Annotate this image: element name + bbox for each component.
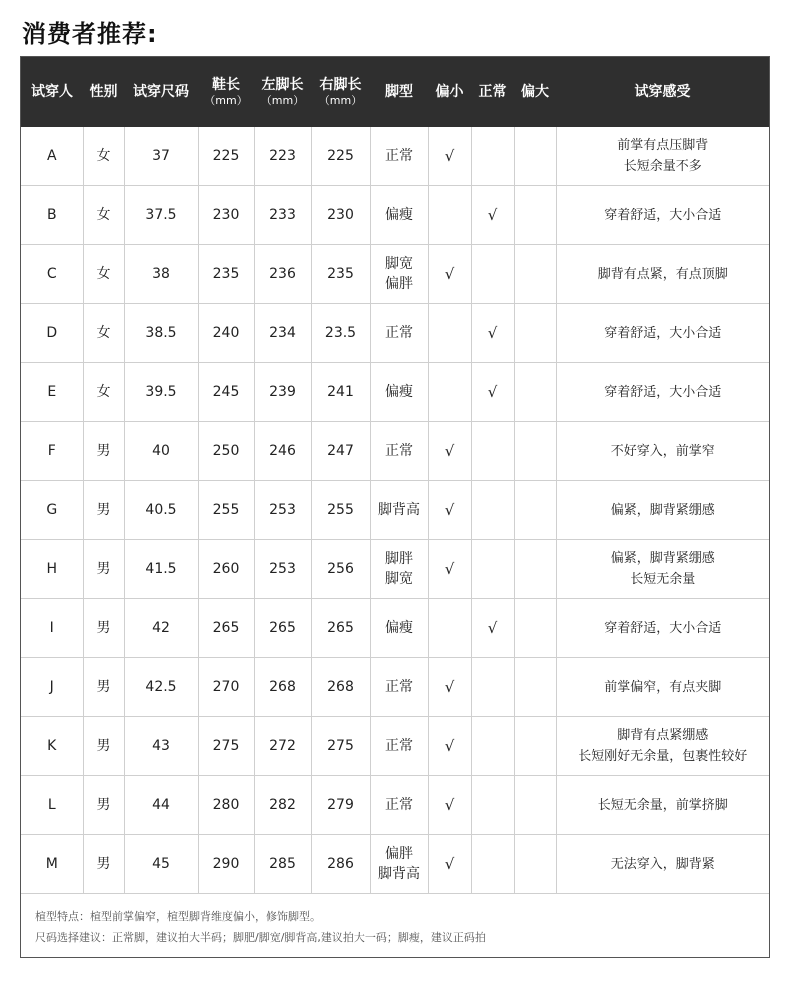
column-header-feeling: 试穿感受 xyxy=(556,57,769,127)
cell-normal-check xyxy=(471,717,514,776)
cell-right-foot: 286 xyxy=(311,835,370,894)
cell-person: C xyxy=(21,245,83,304)
cell-foot-type: 正常 xyxy=(370,422,428,481)
cell-gender: 女 xyxy=(83,304,124,363)
table-row xyxy=(21,540,769,599)
cell-large-check xyxy=(514,540,556,599)
page-title: 消费者推荐: xyxy=(22,20,158,48)
cell-normal-check xyxy=(471,835,514,894)
cell-small-check xyxy=(428,599,471,658)
column-header-shoe-length: 鞋长 （mm） xyxy=(198,57,254,127)
cell-feeling: 偏紧，脚背紧绷感 长短无余量 xyxy=(556,540,769,599)
cell-person: E xyxy=(21,363,83,422)
cell-shoe-length: 230 xyxy=(198,186,254,245)
fit-table xyxy=(21,57,769,894)
cell-person: G xyxy=(21,481,83,540)
cell-normal-check: √ xyxy=(471,363,514,422)
cell-person: K xyxy=(21,717,83,776)
cell-shoe-length: 225 xyxy=(198,127,254,186)
cell-feeling: 穿着舒适，大小合适 xyxy=(556,304,769,363)
cell-feeling: 穿着舒适，大小合适 xyxy=(556,363,769,422)
table-body xyxy=(21,127,769,894)
cell-person: A xyxy=(21,127,83,186)
cell-left-foot: 223 xyxy=(254,127,311,186)
cell-person: I xyxy=(21,599,83,658)
fit-table-frame xyxy=(20,56,770,958)
cell-foot-type: 脚背高 xyxy=(370,481,428,540)
cell-foot-type: 脚宽 偏胖 xyxy=(370,245,428,304)
cell-small-check xyxy=(428,304,471,363)
cell-shoe-length: 280 xyxy=(198,776,254,835)
cell-gender: 男 xyxy=(83,658,124,717)
cell-size: 38 xyxy=(124,245,198,304)
table-row xyxy=(21,422,769,481)
table-row xyxy=(21,776,769,835)
cell-right-foot: 256 xyxy=(311,540,370,599)
cell-foot-type: 偏瘦 xyxy=(370,186,428,245)
cell-size: 38.5 xyxy=(124,304,198,363)
cell-feeling: 无法穿入，脚背紧 xyxy=(556,835,769,894)
cell-gender: 女 xyxy=(83,363,124,422)
table-row xyxy=(21,658,769,717)
cell-large-check xyxy=(514,363,556,422)
cell-gender: 男 xyxy=(83,481,124,540)
cell-foot-type: 偏瘦 xyxy=(370,599,428,658)
cell-gender: 男 xyxy=(83,422,124,481)
cell-shoe-length: 260 xyxy=(198,540,254,599)
cell-foot-type: 偏瘦 xyxy=(370,363,428,422)
cell-right-foot: 241 xyxy=(311,363,370,422)
cell-shoe-length: 245 xyxy=(198,363,254,422)
table-row xyxy=(21,363,769,422)
cell-small-check xyxy=(428,186,471,245)
column-header-foot-type: 脚型 xyxy=(370,57,428,127)
cell-large-check xyxy=(514,776,556,835)
table-row xyxy=(21,304,769,363)
cell-person: L xyxy=(21,776,83,835)
last-shape-note: 楦型特点：楦型前掌偏窄，楦型脚背维度偏小，修饰脚型。 xyxy=(35,910,321,923)
cell-normal-check xyxy=(471,481,514,540)
cell-size: 40.5 xyxy=(124,481,198,540)
size-notes xyxy=(21,898,769,948)
cell-size: 42.5 xyxy=(124,658,198,717)
cell-right-foot: 235 xyxy=(311,245,370,304)
cell-person: F xyxy=(21,422,83,481)
cell-left-foot: 268 xyxy=(254,658,311,717)
cell-gender: 男 xyxy=(83,776,124,835)
cell-feeling: 穿着舒适，大小合适 xyxy=(556,186,769,245)
cell-right-foot: 230 xyxy=(311,186,370,245)
cell-person: M xyxy=(21,835,83,894)
cell-size: 45 xyxy=(124,835,198,894)
cell-foot-type: 正常 xyxy=(370,717,428,776)
cell-right-foot: 268 xyxy=(311,658,370,717)
cell-large-check xyxy=(514,481,556,540)
cell-left-foot: 282 xyxy=(254,776,311,835)
cell-person: D xyxy=(21,304,83,363)
table-row xyxy=(21,245,769,304)
cell-normal-check xyxy=(471,776,514,835)
cell-small-check xyxy=(428,363,471,422)
cell-small-check: √ xyxy=(428,127,471,186)
cell-size: 44 xyxy=(124,776,198,835)
cell-small-check: √ xyxy=(428,422,471,481)
cell-large-check xyxy=(514,658,556,717)
cell-large-check xyxy=(514,717,556,776)
cell-shoe-length: 275 xyxy=(198,717,254,776)
cell-gender: 女 xyxy=(83,127,124,186)
cell-person: B xyxy=(21,186,83,245)
column-header-left-foot: 左脚长 （mm） xyxy=(254,57,311,127)
cell-left-foot: 265 xyxy=(254,599,311,658)
cell-left-foot: 233 xyxy=(254,186,311,245)
cell-large-check xyxy=(514,835,556,894)
cell-left-foot: 272 xyxy=(254,717,311,776)
size-advice-note: 尺码选择建议：正常脚，建议拍大半码；脚肥/脚宽/脚背高,建议拍大一码；脚瘦，建议正码拍 xyxy=(35,931,486,944)
cell-small-check: √ xyxy=(428,717,471,776)
cell-size: 40 xyxy=(124,422,198,481)
cell-small-check: √ xyxy=(428,776,471,835)
cell-small-check: √ xyxy=(428,540,471,599)
cell-left-foot: 253 xyxy=(254,540,311,599)
cell-left-foot: 253 xyxy=(254,481,311,540)
cell-feeling: 不好穿入，前掌窄 xyxy=(556,422,769,481)
cell-large-check xyxy=(514,599,556,658)
cell-size: 37 xyxy=(124,127,198,186)
cell-feeling: 穿着舒适，大小合适 xyxy=(556,599,769,658)
cell-right-foot: 23.5 xyxy=(311,304,370,363)
cell-normal-check xyxy=(471,245,514,304)
cell-size: 42 xyxy=(124,599,198,658)
table-row xyxy=(21,717,769,776)
table-row xyxy=(21,186,769,245)
cell-normal-check xyxy=(471,127,514,186)
cell-right-foot: 265 xyxy=(311,599,370,658)
cell-small-check: √ xyxy=(428,481,471,540)
cell-shoe-length: 235 xyxy=(198,245,254,304)
cell-person: H xyxy=(21,540,83,599)
cell-normal-check xyxy=(471,422,514,481)
cell-foot-type: 偏胖 脚背高 xyxy=(370,835,428,894)
cell-gender: 男 xyxy=(83,717,124,776)
cell-shoe-length: 255 xyxy=(198,481,254,540)
cell-size: 43 xyxy=(124,717,198,776)
cell-large-check xyxy=(514,245,556,304)
cell-foot-type: 脚胖 脚宽 xyxy=(370,540,428,599)
cell-large-check xyxy=(514,422,556,481)
column-header-normal: 正常 xyxy=(471,57,514,127)
column-header-small: 偏小 xyxy=(428,57,471,127)
cell-gender: 女 xyxy=(83,186,124,245)
cell-feeling: 脚背有点紧绷感 长短刚好无余量，包裹性较好 xyxy=(556,717,769,776)
cell-large-check xyxy=(514,127,556,186)
table-row xyxy=(21,481,769,540)
column-header-right-foot: 右脚长 （mm） xyxy=(311,57,370,127)
table-row xyxy=(21,835,769,894)
cell-left-foot: 285 xyxy=(254,835,311,894)
cell-size: 41.5 xyxy=(124,540,198,599)
column-header-person: 试穿人 xyxy=(21,57,83,127)
cell-normal-check: √ xyxy=(471,186,514,245)
cell-right-foot: 247 xyxy=(311,422,370,481)
cell-gender: 男 xyxy=(83,540,124,599)
cell-feeling: 前掌有点压脚背 长短余量不多 xyxy=(556,127,769,186)
cell-shoe-length: 270 xyxy=(198,658,254,717)
cell-small-check: √ xyxy=(428,245,471,304)
cell-right-foot: 275 xyxy=(311,717,370,776)
cell-large-check xyxy=(514,186,556,245)
cell-person: J xyxy=(21,658,83,717)
cell-small-check: √ xyxy=(428,658,471,717)
cell-feeling: 脚背有点紧，有点顶脚 xyxy=(556,245,769,304)
cell-gender: 男 xyxy=(83,835,124,894)
cell-foot-type: 正常 xyxy=(370,658,428,717)
cell-normal-check: √ xyxy=(471,599,514,658)
cell-normal-check xyxy=(471,658,514,717)
cell-right-foot: 279 xyxy=(311,776,370,835)
column-header-gender: 性别 xyxy=(83,57,124,127)
cell-right-foot: 255 xyxy=(311,481,370,540)
table-header-row xyxy=(21,57,769,127)
cell-shoe-length: 265 xyxy=(198,599,254,658)
table-row xyxy=(21,599,769,658)
cell-shoe-length: 240 xyxy=(198,304,254,363)
cell-feeling: 偏紧，脚背紧绷感 xyxy=(556,481,769,540)
cell-feeling: 前掌偏窄，有点夹脚 xyxy=(556,658,769,717)
cell-gender: 女 xyxy=(83,245,124,304)
cell-shoe-length: 250 xyxy=(198,422,254,481)
cell-feeling: 长短无余量，前掌挤脚 xyxy=(556,776,769,835)
cell-size: 39.5 xyxy=(124,363,198,422)
column-header-large: 偏大 xyxy=(514,57,556,127)
cell-small-check: √ xyxy=(428,835,471,894)
cell-shoe-length: 290 xyxy=(198,835,254,894)
cell-foot-type: 正常 xyxy=(370,776,428,835)
cell-normal-check: √ xyxy=(471,304,514,363)
cell-gender: 男 xyxy=(83,599,124,658)
cell-left-foot: 236 xyxy=(254,245,311,304)
cell-foot-type: 正常 xyxy=(370,127,428,186)
cell-normal-check xyxy=(471,540,514,599)
cell-foot-type: 正常 xyxy=(370,304,428,363)
cell-left-foot: 246 xyxy=(254,422,311,481)
cell-left-foot: 234 xyxy=(254,304,311,363)
table-row xyxy=(21,127,769,186)
column-header-size: 试穿尺码 xyxy=(124,57,198,127)
cell-large-check xyxy=(514,304,556,363)
cell-size: 37.5 xyxy=(124,186,198,245)
cell-left-foot: 239 xyxy=(254,363,311,422)
cell-right-foot: 225 xyxy=(311,127,370,186)
